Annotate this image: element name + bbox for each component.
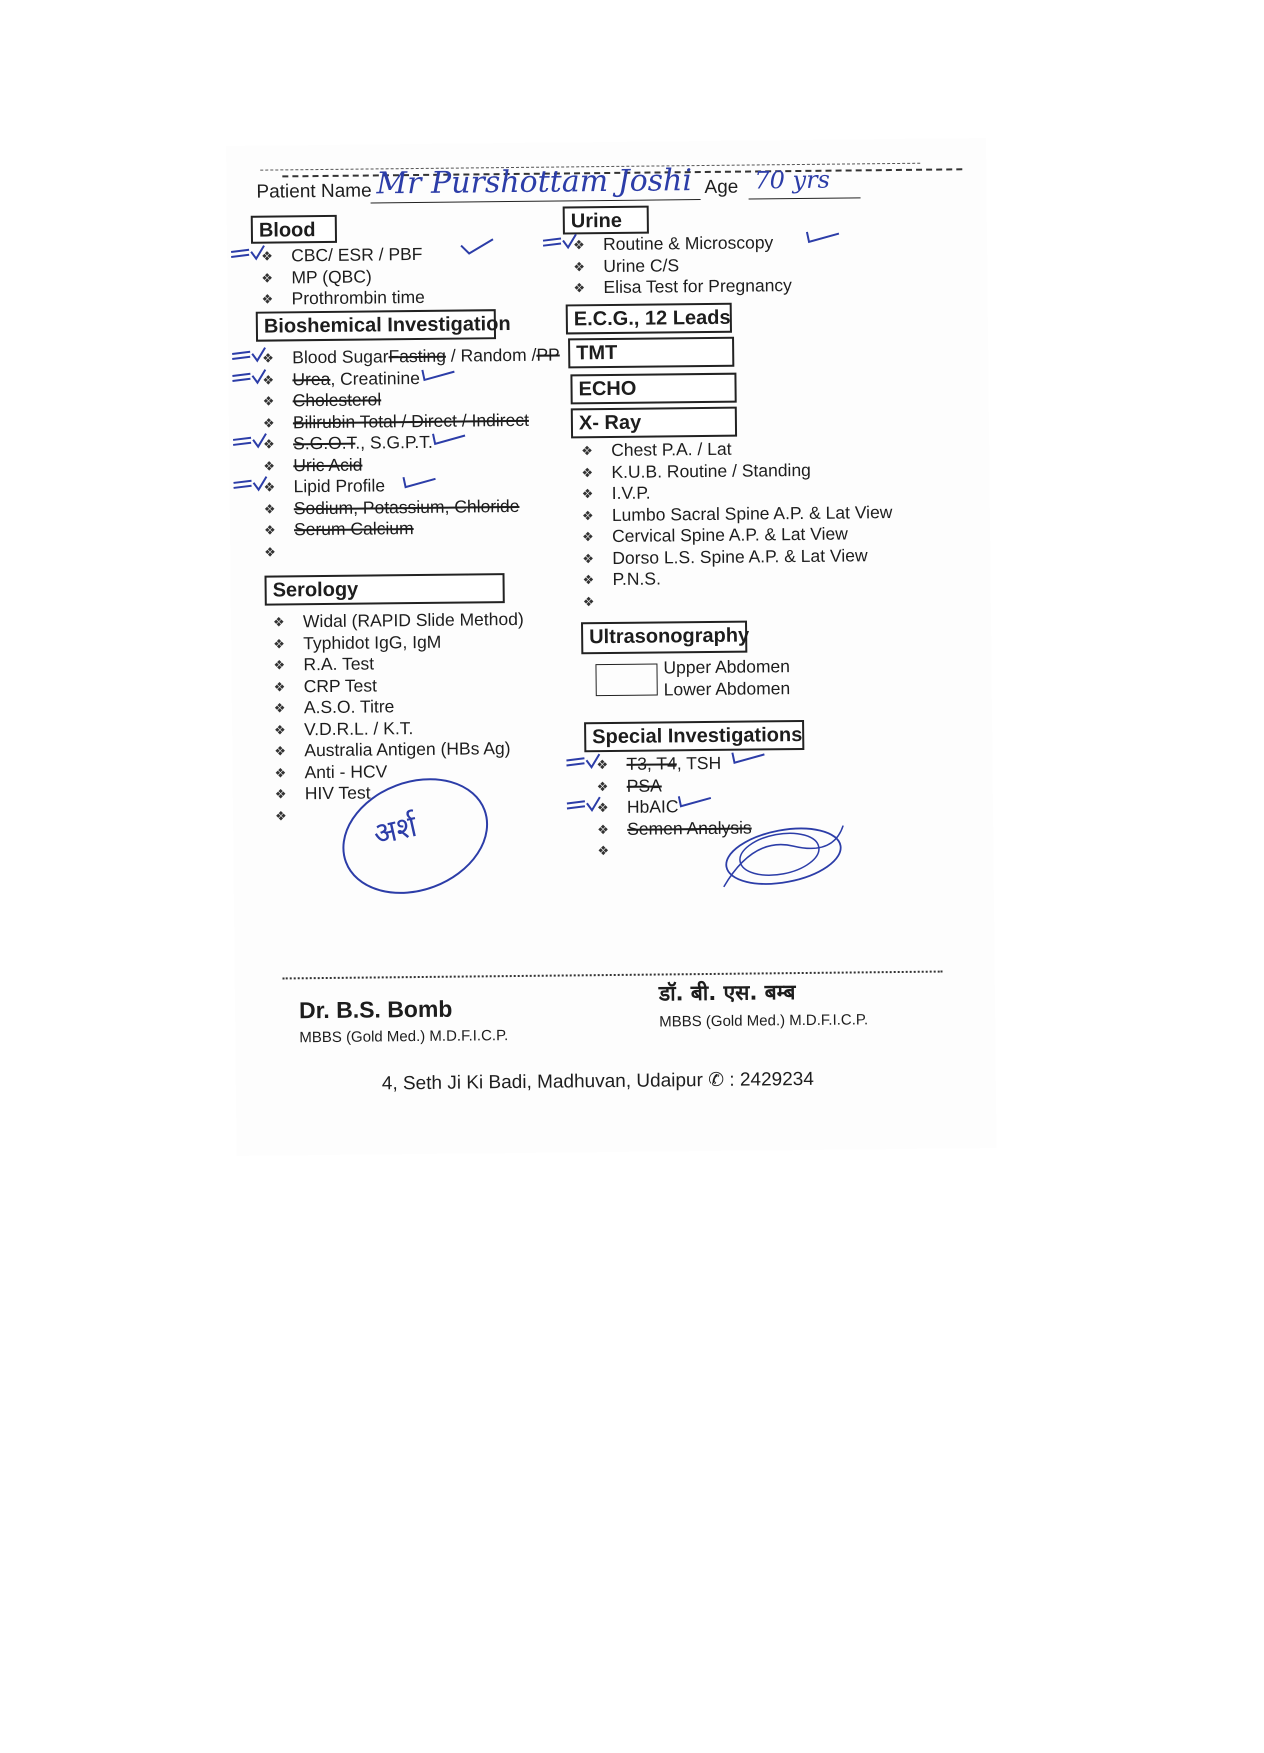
section-serology-title: Serology <box>265 573 505 606</box>
list-item: ❖ Cervical Spine A.P. & Lat View <box>582 523 848 546</box>
age-value: 70 yrs <box>754 165 831 195</box>
bullet-icon: ❖ <box>572 237 585 253</box>
list-item: ❖ P.N.S. <box>582 568 661 589</box>
ultrasonography-lower: Lower Abdomen <box>663 678 791 700</box>
list-item: ❖ Serum Calcium <box>263 518 414 540</box>
list-item: ❖ Australia Antigen (HBs Ag) <box>274 738 511 761</box>
list-item: ❖ HIV Test <box>274 782 371 804</box>
list-item: ❖ K.U.B. Routine / Standing <box>581 459 811 482</box>
bullet-icon: ❖ <box>261 248 273 264</box>
bullet-icon: ❖ <box>581 507 594 523</box>
list-item <box>581 588 894 613</box>
check-mark-icon <box>431 429 467 449</box>
bullet-icon: ❖ <box>263 501 276 517</box>
blood-item-cbc: CBC/ ESR / PBF <box>291 243 423 266</box>
section-biochem-title: Bioshemical Investigation <box>256 309 496 342</box>
doctor-name: Dr. B.S. Bomb <box>298 995 453 1024</box>
patient-name-value: Mr Purshottam Joshi <box>376 163 693 202</box>
list-item: ❖ Chest P.A. / Lat <box>581 438 732 460</box>
list-item: ❖ I.V.P. <box>581 482 651 503</box>
bullet-icon: ❖ <box>273 678 286 695</box>
bullet-icon: ❖ <box>597 821 609 837</box>
bullet-icon: ❖ <box>573 280 586 296</box>
list-item: ❖ Cholesterol <box>262 389 382 411</box>
bullet-icon: ❖ <box>261 291 274 307</box>
age-label: Age <box>704 176 739 198</box>
section-blood-title: Blood <box>251 215 337 244</box>
list-item: ❖ R.A. Test <box>273 653 375 675</box>
bullet-icon: ❖ <box>274 721 286 738</box>
bullet-icon: ❖ <box>264 544 276 560</box>
bullet-icon: ❖ <box>582 550 595 566</box>
bullet-icon: ❖ <box>596 800 609 816</box>
bullet-icon: ❖ <box>581 464 594 480</box>
list-item: ❖ MP (QBC) <box>261 265 372 287</box>
list-item: ❖ Typhidot IgG, IgM <box>273 631 442 653</box>
urine-list <box>571 232 792 299</box>
check-mark-icon <box>229 244 265 264</box>
check-mark-icon <box>231 475 267 495</box>
bullet-icon: ❖ <box>582 593 595 609</box>
list-item: ❖ Semen Analysis <box>597 817 752 839</box>
section-special-title: Special Investigations <box>584 720 804 752</box>
bullet-icon: ❖ <box>263 479 276 495</box>
bullet-icon: ❖ <box>273 657 286 673</box>
doctor-qualification-right: MBBS (Gold Med.) M.D.F.I.C.P. <box>659 1011 869 1031</box>
bullet-icon: ❖ <box>262 393 275 409</box>
list-item: ❖ Anti - HCV <box>274 760 388 782</box>
check-mark-icon <box>401 473 437 493</box>
list-item: ❖ Urine C/S <box>573 254 680 276</box>
bullet-icon: ❖ <box>263 436 275 452</box>
prescription-sheet <box>226 138 997 1156</box>
list-item: ❖ Lipid Profile <box>261 474 561 499</box>
list-item: ❖ PSA <box>596 774 662 796</box>
section-echo-title: ECHO <box>570 373 736 405</box>
check-mark-icon <box>230 346 266 366</box>
check-mark-icon <box>420 365 456 385</box>
check-mark-icon <box>231 432 267 452</box>
bullet-icon: ❖ <box>274 764 287 781</box>
check-mark-icon <box>805 228 841 248</box>
bullet-icon: ❖ <box>261 270 274 286</box>
list-item: ❖ Urea, Creatinine <box>260 366 560 391</box>
clinic-address: 4, Seth Ji Ki Badi, Madhuvan, Udaipur ✆ : 2429234 <box>381 1068 814 1095</box>
list-item <box>259 244 424 267</box>
bullet-icon: ❖ <box>597 843 610 859</box>
bullet-icon: ❖ <box>273 635 285 652</box>
bullet-icon: ❖ <box>263 458 276 474</box>
list-item: ❖ Bilirubin Total / Direct / Indirect <box>262 409 530 432</box>
signature-scribble-icon <box>713 815 854 896</box>
blood-list <box>259 244 425 310</box>
bullet-icon: ❖ <box>263 522 276 538</box>
section-ecg-title: E.C.G., 12 Leads <box>566 303 732 335</box>
age-line <box>749 197 861 199</box>
list-item: ❖ Prothrombin time <box>261 286 425 309</box>
bullet-icon: ❖ <box>274 743 287 759</box>
list-item: ❖ V.D.R.L. / K.T. <box>274 717 414 739</box>
list-item: ❖ Blood SugarFasting / Random /PP <box>260 345 560 370</box>
list-item: ❖ T3, T4, TSH <box>594 753 751 776</box>
doctor-name-hindi: डॉ. बी. एस. बम्ब <box>658 980 796 1006</box>
bullet-icon: ❖ <box>573 258 586 274</box>
section-ultrasonography-title: Ultrasonography <box>581 621 747 655</box>
bullet-icon: ❖ <box>272 614 285 630</box>
bullet-icon: ❖ <box>274 786 287 802</box>
check-mark-icon <box>459 237 495 257</box>
bullet-icon: ❖ <box>262 350 274 366</box>
section-tmt-title: TMT <box>568 337 734 369</box>
list-item: ❖ Dorso L.S. Spine A.P. & Lat View <box>582 544 868 568</box>
list-item: ❖ HbAIC <box>595 796 752 819</box>
check-mark-icon <box>565 795 601 815</box>
list-item: ❖ Lumbo Sacral Spine A.P. & Lat View <box>581 501 893 525</box>
check-mark-icon <box>564 752 600 772</box>
bullet-icon: ❖ <box>582 529 594 545</box>
footer-dotted-rule <box>283 971 943 980</box>
xray-list <box>579 437 893 612</box>
list-item: ❖ S.G.O.T., S.G.P.T. <box>261 431 561 456</box>
check-mark-icon <box>541 232 577 252</box>
bullet-icon: ❖ <box>581 486 594 502</box>
list-item: ❖ CRP Test <box>273 674 378 696</box>
list-item: ❖ Widal (RAPID Slide Method) <box>272 608 524 632</box>
doctor-qualification-left: MBBS (Gold Med.) M.D.F.I.C.P. <box>299 1027 509 1047</box>
bullet-icon: ❖ <box>273 700 286 716</box>
list-item: ❖ Elisa Test for Pregnancy <box>573 275 792 298</box>
bullet-icon: ❖ <box>596 757 609 773</box>
section-xray-title: X- Ray <box>571 407 737 439</box>
biochem-list <box>260 345 562 563</box>
check-mark-icon <box>677 792 713 812</box>
section-urine-title: Urine <box>563 206 649 235</box>
list-item: ❖ Routine & Microscopy <box>571 232 792 256</box>
list-item: ❖ A.S.O. Titre <box>273 696 395 718</box>
check-mark-icon <box>730 748 766 768</box>
handwritten-stamp-text: अर्श <box>370 808 421 853</box>
patient-name-label: Patient Name <box>256 180 372 203</box>
bullet-icon: ❖ <box>262 372 275 388</box>
list-item: ❖ Sodium, Potassium, Chloride <box>263 495 520 518</box>
bullet-icon: ❖ <box>274 807 287 824</box>
list-item <box>262 538 562 563</box>
ultrasonography-upper: Upper Abdomen <box>663 656 791 678</box>
list-item: ❖ Uric Acid <box>263 454 363 475</box>
bullet-icon: ❖ <box>596 778 609 794</box>
bullet-icon: ❖ <box>581 443 593 459</box>
bullet-icon: ❖ <box>582 572 595 588</box>
check-mark-icon <box>230 367 266 387</box>
ultrasonography-box <box>595 664 657 697</box>
bullet-icon: ❖ <box>262 415 275 431</box>
